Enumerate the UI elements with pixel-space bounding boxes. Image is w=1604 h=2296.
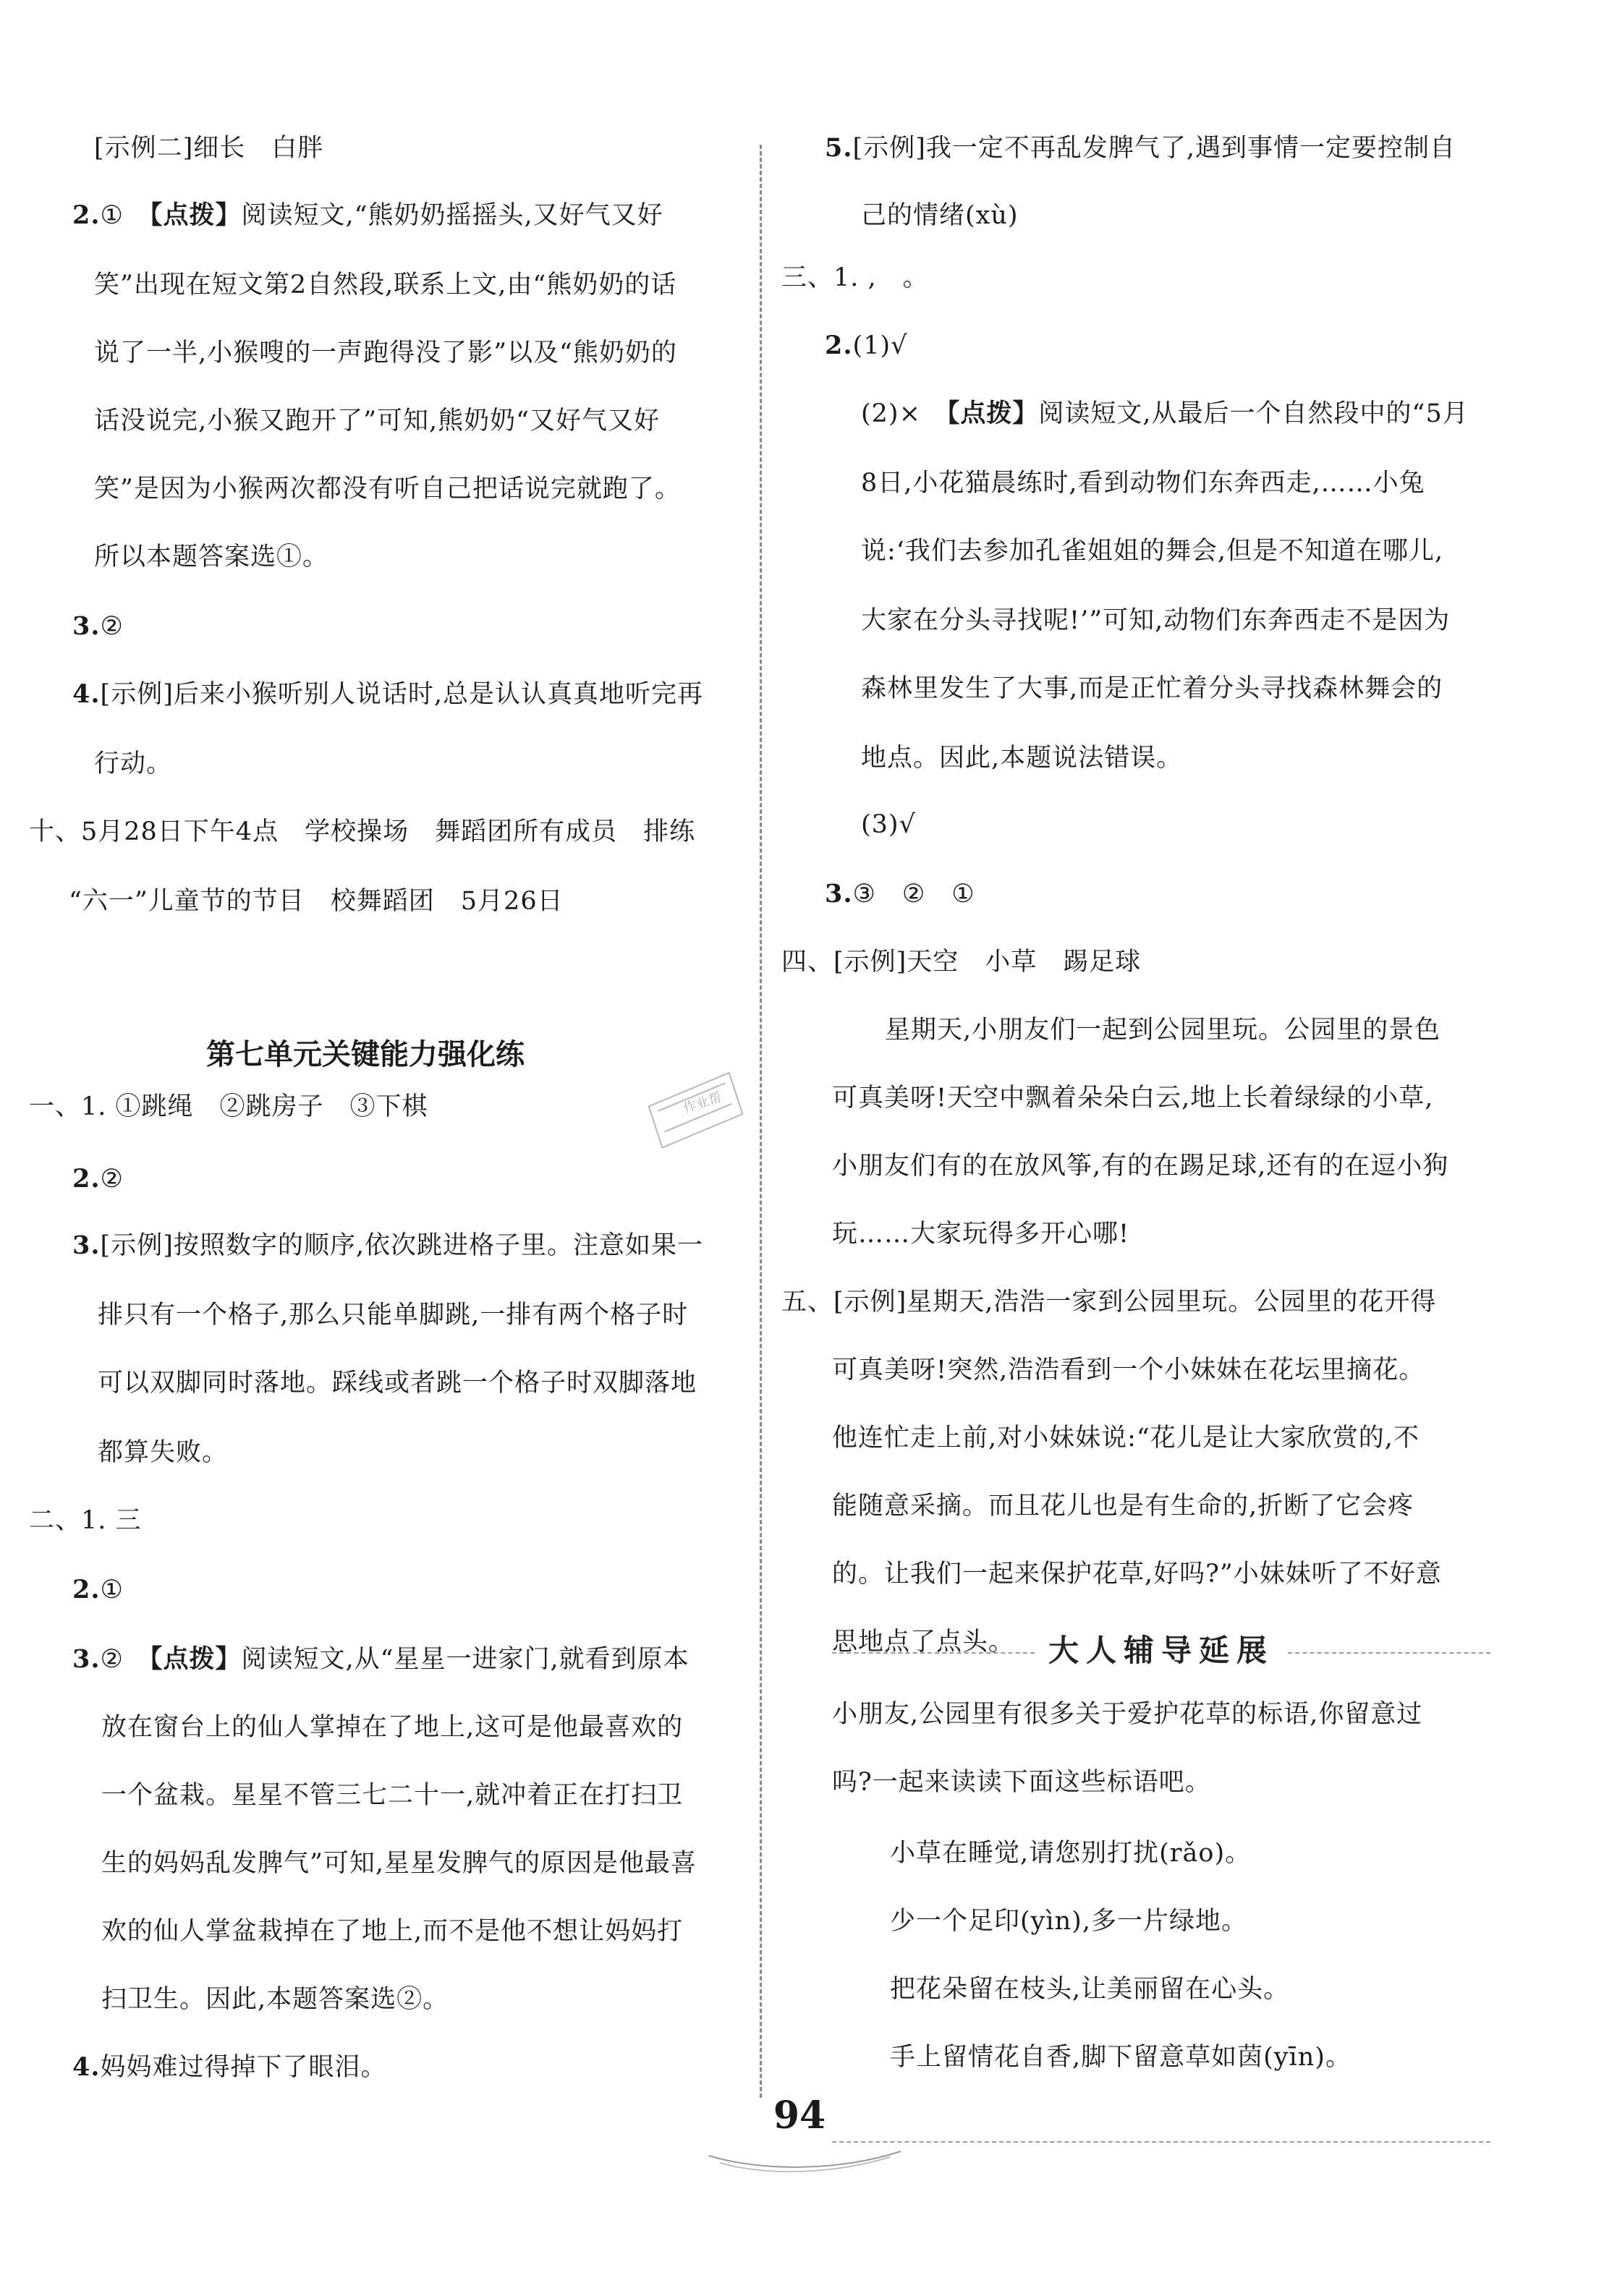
question-number: 3. bbox=[72, 611, 101, 641]
line-text: 手上留情花自香,脚下留意草如茵(yīn)。 bbox=[890, 2043, 1351, 2072]
text-line bbox=[72, 1162, 124, 1196]
text-line bbox=[98, 1366, 697, 1400]
text-line bbox=[781, 945, 1141, 979]
text-line bbox=[890, 1836, 1251, 1871]
text-line bbox=[861, 807, 916, 842]
text-line bbox=[29, 1503, 142, 1538]
text-line bbox=[94, 472, 681, 506]
tutoring-banner bbox=[832, 1628, 1490, 1678]
line-text: 他连忙走上前,对小妹妹说:“花儿是让大家欣赏的,不 bbox=[832, 1424, 1420, 1453]
text-line bbox=[825, 877, 975, 911]
text-line bbox=[781, 1285, 1436, 1319]
hint-label: 【点拨】 bbox=[946, 399, 1039, 428]
text-line bbox=[72, 609, 124, 644]
line-text-rest: 阅读短文,“熊奶奶摇摇头,又好气又好 bbox=[241, 201, 663, 230]
line-text: 少一个足印(yìn),多一片绿地。 bbox=[890, 1907, 1247, 1936]
line-text: 妈妈难过得掉下了眼泪。 bbox=[100, 2053, 387, 2082]
line-text: 说了一半,小猴嗖的一声跑得没了影”以及“熊奶奶的 bbox=[94, 339, 677, 367]
text-line bbox=[98, 1435, 228, 1470]
text-line bbox=[890, 2040, 1351, 2075]
watermark-stamp-icon bbox=[629, 1063, 760, 1150]
question-number: 5. bbox=[825, 133, 853, 163]
text-line bbox=[861, 198, 1019, 233]
line-text: 笑”出现在短文第2自然段,联系上文,由“熊奶奶的话 bbox=[94, 271, 677, 299]
line-text: 四、[示例]天空 小草 踢足球 bbox=[781, 948, 1142, 977]
text-line bbox=[29, 1089, 428, 1124]
text-line bbox=[861, 671, 1443, 706]
line-text: 所以本题答案选①。 bbox=[94, 543, 329, 571]
line-text: 都算失败。 bbox=[98, 1438, 229, 1467]
line-text: “六一”儿童节的节目 校舞蹈团 5月26日 bbox=[69, 887, 564, 916]
line-text: 生的妈妈乱发脾气”可知,星星发脾气的原因是他最喜 bbox=[101, 1849, 697, 1878]
line-text: 行动。 bbox=[94, 749, 173, 778]
line-text: 排只有一个格子,那么只能单脚跳,一排有两个格子时 bbox=[98, 1301, 689, 1330]
hint-label: 【点拨】 bbox=[149, 200, 242, 230]
line-text: [示例]按照数字的顺序,依次跳进格子里。注意如果一 bbox=[100, 1231, 703, 1260]
hint-label: 【点拨】 bbox=[149, 1644, 242, 1674]
line-text: [示例二]细长 白胖 bbox=[94, 134, 324, 163]
text-line bbox=[94, 540, 328, 574]
question-number: 2. bbox=[72, 200, 101, 230]
line-text: 三、1. , 。 bbox=[781, 263, 929, 292]
line-text: (2)× bbox=[861, 399, 947, 428]
text-line bbox=[101, 1778, 683, 1813]
text-line bbox=[861, 741, 1182, 775]
line-text: 思地点了点头。 bbox=[832, 1628, 1015, 1657]
question-number: 2. bbox=[825, 331, 853, 360]
question-number: 3. bbox=[72, 1644, 101, 1674]
text-line bbox=[101, 1914, 683, 1949]
line-text: 一个盆栽。星星不管三七二十一,就冲着正在打扫卫 bbox=[101, 1781, 684, 1810]
line-text: 己的情绪(xù) bbox=[861, 201, 1019, 230]
text-line bbox=[72, 2050, 387, 2085]
text-line bbox=[94, 404, 660, 438]
line-text: 8日,小花猫晨练时,看到动物们东奔西走,……小兔 bbox=[861, 469, 1425, 498]
line-text: 话没说完,小猴又跑开了”可知,熊奶奶“又好气又好 bbox=[94, 407, 661, 435]
line-text: 能随意采摘。而且花儿也是有生命的,折断了它会疼 bbox=[832, 1492, 1414, 1521]
question-number: 2. bbox=[72, 1164, 101, 1194]
text-line bbox=[72, 1228, 703, 1263]
text-line bbox=[94, 268, 676, 302]
text-line bbox=[832, 1697, 1422, 1732]
text-line bbox=[885, 1013, 1440, 1047]
text-line bbox=[825, 131, 1456, 166]
banner-title: 大人辅导延展 bbox=[1048, 1633, 1274, 1668]
text-line bbox=[832, 1765, 1211, 1800]
question-number: 3. bbox=[72, 1230, 101, 1260]
line-text: 扫卫生。因此,本题答案选②。 bbox=[101, 1985, 449, 2014]
line-text-rest: 阅读短文,从最后一个自然段中的“5月 bbox=[1038, 399, 1469, 428]
line-text: 五、[示例]星期天,浩浩一家到公园里玩。公园里的花开得 bbox=[781, 1288, 1437, 1317]
line-text: 吗?一起来读读下面这些标语吧。 bbox=[832, 1768, 1211, 1797]
line-text: 地点。因此,本题说法错误。 bbox=[861, 744, 1183, 773]
line-text: 放在窗台上的仙人掌掉在了地上,这可是他最喜欢的 bbox=[101, 1713, 684, 1742]
text-line bbox=[832, 1149, 1448, 1183]
text-line bbox=[94, 131, 323, 166]
text-line bbox=[69, 884, 564, 919]
svg-text:作业帮: 作业帮 bbox=[682, 1089, 724, 1117]
line-text: 玩……大家玩得多开心哪! bbox=[832, 1220, 1130, 1249]
line-text: ② bbox=[100, 612, 124, 641]
text-line bbox=[101, 1846, 697, 1881]
text-line bbox=[101, 1710, 683, 1745]
text-line bbox=[94, 747, 172, 781]
text-line bbox=[72, 1642, 689, 1677]
banner-rule-left bbox=[832, 1652, 1035, 1654]
column-divider bbox=[760, 145, 762, 2098]
line-text: 小朋友们有的在放风筝,有的在踢足球,还有的在逗小狗 bbox=[832, 1152, 1449, 1181]
text-line bbox=[94, 336, 677, 370]
question-number: 4. bbox=[72, 2052, 101, 2082]
banner-rule-right bbox=[1288, 1652, 1490, 1654]
line-text: 欢的仙人掌盆栽掉在了地上,而不是他不想让妈妈打 bbox=[101, 1917, 684, 1946]
text-line bbox=[861, 534, 1443, 569]
text-line bbox=[832, 1557, 1442, 1591]
line-text-rest: 阅读短文,从“星星一进家门,就看到原本 bbox=[241, 1645, 689, 1674]
section-heading: 第七单元关键能力强化练 bbox=[206, 1038, 525, 1071]
text-line bbox=[861, 466, 1425, 501]
line-text: ① bbox=[100, 1576, 124, 1604]
text-line bbox=[861, 396, 1469, 431]
line-text: 可以双脚同时落地。踩线或者跳一个格子时双脚落地 bbox=[98, 1369, 697, 1398]
line-text: ② bbox=[100, 1165, 124, 1194]
text-line bbox=[861, 603, 1450, 638]
line-text: 可真美呀!天空中飘着朵朵白云,地上长着绿绿的小草, bbox=[832, 1084, 1434, 1113]
text-line bbox=[72, 1573, 124, 1607]
text-line bbox=[72, 198, 663, 233]
line-text: [示例]后来小猴听别人说话时,总是认认真真地听完再 bbox=[100, 680, 703, 709]
text-line bbox=[832, 1489, 1414, 1523]
text-line bbox=[825, 328, 907, 363]
line-text: 一、1. ①跳绳 ②跳房子 ③下棋 bbox=[29, 1092, 428, 1121]
line-text: 大家在分头寻找呢!’”可知,动物们东奔西走不是因为 bbox=[861, 606, 1451, 635]
question-number: 3. bbox=[825, 879, 853, 909]
line-text: 森林里发生了大事,而是正忙着分头寻找森林舞会的 bbox=[861, 674, 1443, 703]
line-text: 的。让我们一起来保护花草,好吗?”小妹妹听了不好意 bbox=[832, 1560, 1442, 1589]
line-text: 笑”是因为小猴两次都没有听自己把话说完就跑了。 bbox=[94, 475, 681, 503]
line-text: 说:‘我们去参加孔雀姐姐的舞会,但是不知道在哪儿, bbox=[861, 537, 1444, 566]
text-line bbox=[72, 677, 703, 712]
text-line bbox=[832, 1081, 1433, 1115]
text-line bbox=[832, 1353, 1425, 1387]
line-text: 小朋友,公园里有很多关于爱护花草的标语,你留意过 bbox=[832, 1700, 1423, 1729]
line-text: ③ ② ① bbox=[852, 880, 975, 909]
text-line bbox=[98, 1298, 688, 1332]
text-line bbox=[832, 1217, 1129, 1251]
line-text: [示例]我一定不再乱发脾气了,遇到事情一定要控制自 bbox=[852, 134, 1456, 163]
line-text: 可真美呀!突然,浩浩看到一个小妹妹在花坛里摘花。 bbox=[832, 1356, 1425, 1385]
page-number: 94 bbox=[773, 2093, 826, 2138]
line-text: 二、1. 三 bbox=[29, 1506, 142, 1535]
text-line bbox=[890, 1904, 1247, 1939]
text-line bbox=[832, 1421, 1420, 1455]
question-number: 2. bbox=[72, 1575, 101, 1604]
line-text: ① bbox=[100, 201, 150, 230]
line-text: 十、5月28日下午4点 学校操场 舞蹈团所有成员 排练 bbox=[29, 817, 696, 846]
text-line bbox=[101, 1982, 449, 2017]
text-line bbox=[890, 1972, 1289, 2007]
bottom-rule bbox=[832, 2141, 1490, 2143]
line-text: 小草在睡觉,请您别打扰(rǎo)。 bbox=[890, 1839, 1252, 1868]
page-ornament-icon bbox=[695, 2141, 912, 2177]
line-text: (3)√ bbox=[861, 810, 916, 839]
question-number: 4. bbox=[72, 679, 101, 709]
text-line bbox=[781, 260, 929, 295]
line-text: 把花朵留在枝头,让美丽留在心头。 bbox=[890, 1975, 1290, 2004]
line-text: (1)√ bbox=[852, 331, 908, 360]
line-text: ② bbox=[100, 1645, 150, 1674]
line-text: 星期天,小朋友们一起到公园里玩。公园里的景色 bbox=[885, 1016, 1441, 1045]
text-line bbox=[29, 815, 695, 849]
